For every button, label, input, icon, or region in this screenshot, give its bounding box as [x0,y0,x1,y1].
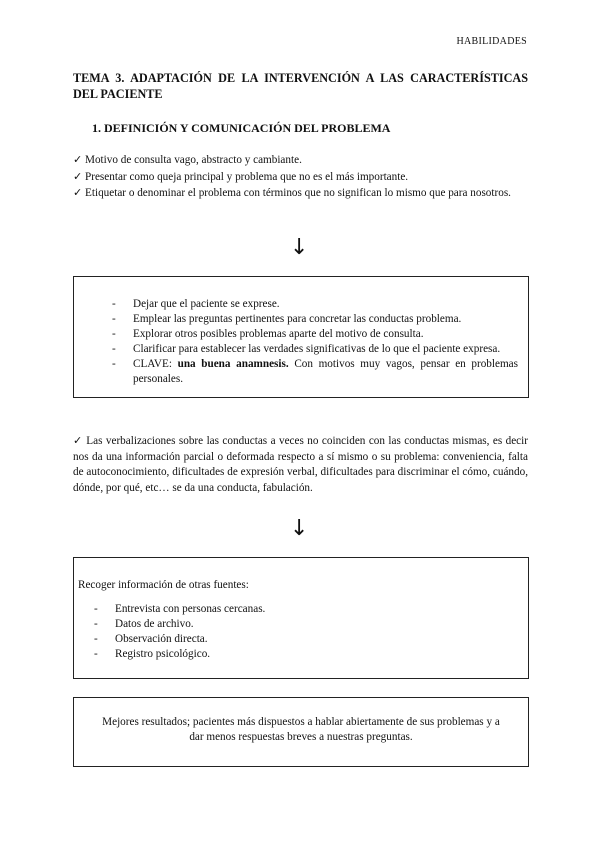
check-item [73,169,528,186]
clave-label: CLAVE: [133,358,172,370]
list-item: - Observación directa. [78,632,518,647]
check-item-text: Motivo de consulta vago, abstracto y cambiante. [85,154,302,166]
results-text: Mejores resultados; pacientes más dispuestos a hablar abiertamente de sus problemas y a dar menos respuestas breves a nuestras preguntas. [102,716,500,743]
check-icon: ✓ [73,169,83,183]
list-item: - Registro psicológico. [78,647,518,662]
verbalizations-paragraph [73,433,528,496]
strategies-box [73,276,529,398]
section-title: DEFINICIÓN Y COMUNICACIÓN DEL PROBLEMA [104,121,391,135]
down-arrow-icon: ↓ [290,235,309,260]
section-heading [92,121,390,136]
check-item [73,185,528,202]
list-item: - Emplear las preguntas pertinentes para concretar las conductas problema. [96,312,518,327]
check-icon: ✓ [73,153,83,166]
down-arrow-icon: ↓ [290,516,309,541]
check-item [73,152,528,169]
section-number: 1. [92,121,101,135]
clave-rest: Con motivos muy vagos, pensar en problemas personales. [133,358,518,385]
list-item: - Entrevista con personas cercanas. [78,602,518,617]
check-icon: ✓ [73,186,83,199]
verbalizations-text: Las verbalizaciones sobre las conductas a veces no coinciden con las conductas mismas, es decir nos da una información parcial o deformada respecto a sí mismo o su problema: conveniencia, falta de autoconocimiento, dificultades de expresión verbal, dificultades para discriminar el cómo, cuándo, dónde, por qué, etc… se da una conducta, fabulación. [73,435,528,494]
problem-characteristics [73,152,528,202]
clave-bold: una buena anamnesis. [177,358,289,370]
list-item: - Clarificar para establecer las verdades significativas de lo que el paciente expresa. [96,342,518,357]
check-item-text: Presentar como queja principal y problema que no es el más importante. [85,170,409,183]
other-sources-box [73,557,529,679]
list-item-clave [96,357,518,387]
other-sources-intro: Recoger información de otras fuentes: [78,579,249,591]
results-box [73,697,529,767]
other-sources-list [78,602,518,662]
strategies-list [96,297,518,387]
running-header: HABILIDADES [456,36,527,47]
list-item: - Datos de archivo. [78,617,518,632]
check-item-text: Etiquetar o denominar el problema con términos que no significan lo mismo que para nosotros. [85,187,511,199]
check-icon: ✓ [73,434,83,447]
list-item: - Explorar otros posibles problemas aparte del motivo de consulta. [96,327,518,342]
chapter-title: TEMA 3. ADAPTACIÓN DE LA INTERVENCIÓN A LAS CARACTERÍSTICAS DEL PACIENTE [73,71,528,101]
list-item: - Dejar que el paciente se exprese. [96,297,518,312]
